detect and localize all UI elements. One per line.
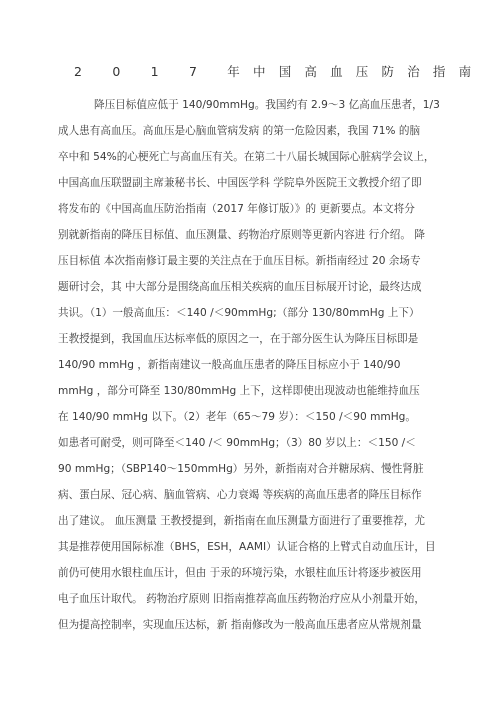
paragraph-line: 90 mmHg；（SBP140～150mmHg）另外，新指南对合并糖尿病、慢性肾脏	[58, 463, 424, 475]
document-title: 2 0 1 7 年中国高血压防治指南	[74, 64, 485, 79]
paragraph-line: 其是推荐使用国际标准（BHS，ESH，AAMI）认证合格的上臂式自动血压计，目	[58, 541, 436, 553]
paragraph-line: 病、蛋白尿、冠心病、脑血管病、心力衰竭 等疾病的高血压患者的降压目标作	[58, 489, 422, 501]
paragraph-line: 将发布的《中国高血压防治指南（2017 年修订版）》的 更新要点。本文将分	[58, 203, 415, 215]
paragraph-line: 压目标值 本次指南修订最主要的关注点在于血压目标。新指南经过 20 余场专	[58, 255, 421, 267]
paragraph-line: 出了建议。 血压测量 王教授提到，新指南在血压测量方面进行了重要推荐，尤	[58, 515, 425, 527]
paragraph-line: 但为提高控制率，实现血压达标，新 指南修改为一般高血压患者应从常规剂量	[58, 619, 422, 631]
paragraph-line: 成人患有高血压。高血压是心脑血管病发病 的第一危险因素，我国 71% 的脑	[58, 125, 421, 137]
paragraph-line: 降压目标值应低于 140/90mmHg。我国约有 2.9～3 亿高血压患者，1/3	[94, 99, 440, 111]
paragraph-line: 前仍可使用水银柱血压计，但由 于汞的环境污染，水银柱血压计将逐步被医用	[58, 567, 422, 579]
paragraph-line: 在 140/90 mmHg 以下。（2）老年（65～79 岁）：＜150 /＜90 mmHg。	[58, 411, 417, 423]
paragraph-line: 如患者可耐受，则可降至＜140 /＜ 90mmHg；（3）80 岁以上：＜150 /＜	[58, 437, 416, 449]
paragraph-line: mmHg ，部分可降至 130/80mmHg 上下，这样即使出现波动也能维持血压	[58, 385, 420, 397]
paragraph-line: 共识。（1）一般高血压：＜140 /＜90mmHg;（部分 130/80mmHg 上下）	[58, 307, 420, 319]
paragraph-line: 王教授提到，我国血压达标率低的原因之一，在于部分医生认为降压目标即是	[58, 333, 419, 345]
paragraph-line: 题研讨会，其 中大部分是围绕高血压相关疾病的血压目标展开讨论，最终达成	[58, 281, 422, 293]
paragraph-line: 电子血压计取代。 药物治疗原则 旧指南推荐高血压药物治疗应从小剂量开始，	[58, 593, 425, 605]
paragraph-line: 中国高血压联盟副主席兼秘书长、中国医学科 学院阜外医院王文教授介绍了即	[58, 177, 422, 189]
paragraph-line: 卒中和 54%的心梗死亡与高血压有关。在第二十八届长城国际心脏病学会议上，	[58, 151, 435, 163]
paragraph-line: 别就新指南的降压目标值、血压测量、药物治疗原则等更新内容进 行介绍。 降	[58, 229, 425, 241]
paragraph-line: 140/90 mmHg ，新指南建议一般高血压患者的降压目标应小于 140/90	[58, 359, 401, 371]
